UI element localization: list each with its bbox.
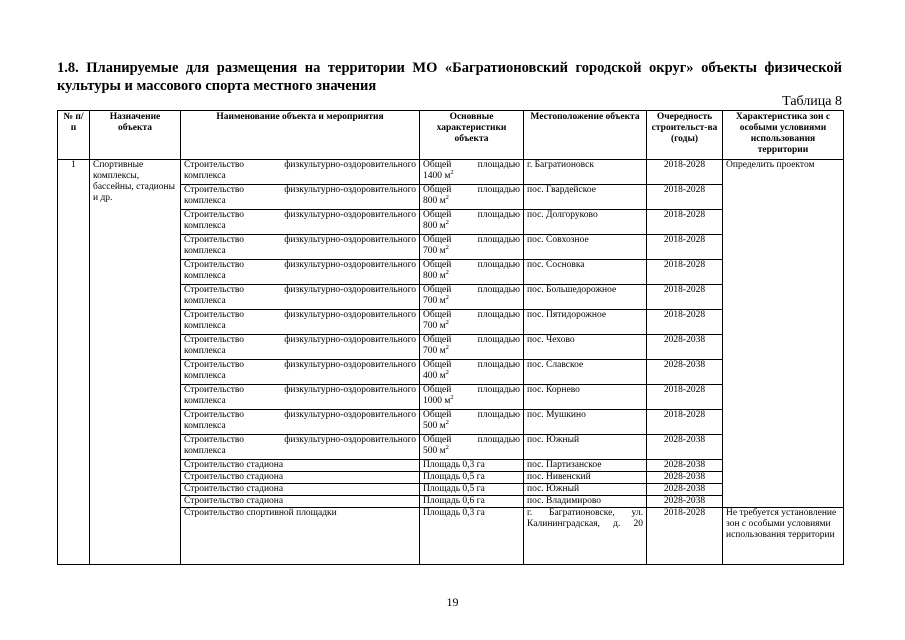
object-characteristics — [420, 310, 524, 335]
object-name: Строительство физкультурно-оздоровительного комплекса — [181, 235, 420, 260]
object-name: Строительство физкультурно-оздоровительного комплекса — [181, 360, 420, 385]
area-word2: площадью — [477, 260, 520, 270]
construction-years: 2028-2038 — [647, 360, 723, 385]
col-header-zones: Характеристика зон с особыми условиями использования территории — [723, 111, 844, 160]
object-name: Строительство физкультурно-оздоровительного комплекса — [181, 285, 420, 310]
area-label — [423, 260, 520, 271]
area-label — [423, 410, 520, 421]
object-characteristics — [420, 435, 524, 460]
table-row — [58, 160, 844, 185]
object-location: пос. Сосновка — [524, 260, 647, 285]
area-value — [423, 343, 520, 357]
area-word: Общей — [423, 285, 452, 295]
object-name: Строительство физкультурно-оздоровительного комплекса — [181, 185, 420, 210]
object-name: Строительство стадиона — [181, 484, 420, 496]
area-unit: $м^2$ — [437, 293, 449, 306]
page-number: 19 — [446, 595, 459, 609]
construction-years: 2018-2028 — [647, 285, 723, 310]
area-unit: $м^2$ — [437, 443, 449, 456]
section-heading: 1.8. Планируемые для размещения на территории МО «Багратионовский городской округ» объекты физической культуры и массового спорта местного значения — [57, 60, 842, 94]
object-characteristics — [420, 285, 524, 310]
table-label: Таблица 8 — [782, 94, 842, 109]
area-value — [423, 218, 520, 232]
area-label — [423, 385, 520, 396]
area-label — [423, 310, 520, 321]
area-word: Общей — [423, 235, 452, 245]
area-unit: $м^2$ — [437, 243, 449, 256]
area-unit: $м^2$ — [437, 268, 449, 281]
object-location: пос. Мушкино — [524, 410, 647, 435]
construction-years: 2028-2038 — [647, 496, 723, 508]
area-word: Общей — [423, 435, 452, 445]
area-label — [423, 210, 520, 221]
object-characteristics: Площадь 0,5 га — [420, 484, 524, 496]
area-number: 700 — [423, 321, 438, 331]
area-value — [423, 368, 520, 382]
table-body — [58, 160, 844, 565]
area-word2: площадью — [477, 360, 520, 370]
object-location: пос. Нивенский — [524, 472, 647, 484]
area-number: 800 — [423, 271, 438, 281]
object-location: пос. Долгоруково — [524, 210, 647, 235]
object-location: пос. Славское — [524, 360, 647, 385]
area-number: 400 — [423, 371, 438, 381]
area-unit: $м^2$ — [437, 193, 449, 206]
area-label — [423, 160, 520, 171]
area-word2: площадью — [477, 185, 520, 195]
object-characteristics — [420, 335, 524, 360]
area-unit: $м^2$ — [437, 418, 449, 431]
area-word2: площадью — [477, 385, 520, 395]
col-header-location: Местоположение объекта — [524, 111, 647, 160]
object-purpose: Спортивные комплексы, бассейны, стадионы и др. — [90, 160, 181, 565]
construction-years: 2018-2028 — [647, 235, 723, 260]
area-label — [423, 185, 520, 196]
area-value — [423, 393, 520, 407]
construction-years: 2028-2038 — [647, 335, 723, 360]
object-location: г. Багратионовске, ул. Калининградская, д. 20 — [524, 508, 647, 565]
construction-years: 2018-2028 — [647, 260, 723, 285]
object-name: Строительство физкультурно-оздоровительного комплекса — [181, 410, 420, 435]
area-label — [423, 360, 520, 371]
area-word2: площадью — [477, 160, 520, 170]
area-number: 800 — [423, 221, 438, 231]
construction-years: 2028-2038 — [647, 435, 723, 460]
object-characteristics — [420, 260, 524, 285]
object-characteristics — [420, 235, 524, 260]
object-name: Строительство стадиона — [181, 460, 420, 472]
col-header-name: Наименование объекта и мероприятия — [181, 111, 420, 160]
area-number: 1000 — [423, 396, 442, 406]
col-header-years: Очередность строительст-ва (годы) — [647, 111, 723, 160]
area-value — [423, 168, 520, 182]
area-number: 500 — [423, 421, 438, 431]
object-characteristics — [420, 385, 524, 410]
object-location: пос. Корнево — [524, 385, 647, 410]
object-characteristics: Площадь 0,6 га — [420, 496, 524, 508]
object-name: Строительство физкультурно-оздоровительного комплекса — [181, 160, 420, 185]
area-label — [423, 235, 520, 246]
area-value — [423, 268, 520, 282]
area-unit: $м^2$ — [437, 218, 449, 231]
area-word2: площадью — [477, 435, 520, 445]
col-header-purpose: Назначение объекта — [90, 111, 181, 160]
area-word2: площадью — [477, 210, 520, 220]
sports-objects-table — [57, 110, 844, 565]
area-label — [423, 435, 520, 446]
area-unit: $м^2$ — [437, 343, 449, 356]
object-location: пос. Южный — [524, 484, 647, 496]
construction-years: 2018-2028 — [647, 310, 723, 335]
area-value — [423, 193, 520, 207]
object-location: пос. Большедорожное — [524, 285, 647, 310]
area-value — [423, 418, 520, 432]
area-word: Общей — [423, 335, 452, 345]
area-word: Общей — [423, 410, 452, 420]
object-characteristics — [420, 160, 524, 185]
object-characteristics: Площадь 0,3 га — [420, 460, 524, 472]
area-word2: площадью — [477, 310, 520, 320]
area-value — [423, 293, 520, 307]
object-location: пос. Пятидорожное — [524, 310, 647, 335]
construction-years: 2018-2028 — [647, 410, 723, 435]
area-word: Общей — [423, 185, 452, 195]
object-characteristics — [420, 185, 524, 210]
area-unit: $м^2$ — [442, 168, 454, 181]
area-number: 700 — [423, 296, 438, 306]
area-unit: $м^2$ — [437, 368, 449, 381]
area-label — [423, 285, 520, 296]
col-header-characteristics: Основные характеристики объекта — [420, 111, 524, 160]
construction-years: 2028-2038 — [647, 484, 723, 496]
area-unit: $м^2$ — [442, 393, 454, 406]
object-characteristics — [420, 410, 524, 435]
area-value — [423, 443, 520, 457]
area-word2: площадью — [477, 235, 520, 245]
object-name: Строительство физкультурно-оздоровительного комплекса — [181, 260, 420, 285]
area-word: Общей — [423, 160, 452, 170]
object-location: пос. Чехово — [524, 335, 647, 360]
area-label — [423, 335, 520, 346]
area-word: Общей — [423, 310, 452, 320]
area-word2: площадью — [477, 335, 520, 345]
construction-years: 2018-2028 — [647, 160, 723, 185]
object-name: Строительство физкультурно-оздоровительного комплекса — [181, 210, 420, 235]
object-characteristics: Площадь 0,3 га — [420, 508, 524, 565]
area-unit: $м^2$ — [437, 318, 449, 331]
object-location: г. Багратионовск — [524, 160, 647, 185]
table-header-row — [58, 111, 844, 160]
col-header-num: № п/п — [58, 111, 90, 160]
construction-years: 2018-2028 — [647, 508, 723, 565]
object-location: пос. Совхозное — [524, 235, 647, 260]
object-location: пос. Гвардейское — [524, 185, 647, 210]
construction-years: 2028-2038 — [647, 472, 723, 484]
area-number: 700 — [423, 246, 438, 256]
area-value — [423, 243, 520, 257]
object-characteristics — [420, 360, 524, 385]
object-name: Строительство стадиона — [181, 496, 420, 508]
area-word: Общей — [423, 385, 452, 395]
object-name: Строительство физкультурно-оздоровительного комплекса — [181, 435, 420, 460]
construction-years: 2018-2028 — [647, 185, 723, 210]
area-number: 500 — [423, 446, 438, 456]
area-word2: площадью — [477, 410, 520, 420]
area-word: Общей — [423, 210, 452, 220]
construction-years: 2028-2038 — [647, 460, 723, 472]
object-location: пос. Партизанское — [524, 460, 647, 472]
row-number: 1 — [58, 160, 90, 565]
area-word2: площадью — [477, 285, 520, 295]
object-name: Строительство физкультурно-оздоровительного комплекса — [181, 310, 420, 335]
area-number: 800 — [423, 196, 438, 206]
object-characteristics — [420, 210, 524, 235]
object-name: Строительство физкультурно-оздоровительного комплекса — [181, 385, 420, 410]
construction-years: 2018-2028 — [647, 210, 723, 235]
object-name: Строительство стадиона — [181, 472, 420, 484]
object-name: Строительство спортивной площадки — [181, 508, 420, 565]
object-location: пос. Южный — [524, 435, 647, 460]
area-word: Общей — [423, 260, 452, 270]
zone-characteristics: Не требуется установление зон с особыми условиями использования территории — [723, 508, 844, 565]
area-number: 1400 — [423, 171, 442, 181]
construction-years: 2018-2028 — [647, 385, 723, 410]
area-word: Общей — [423, 360, 452, 370]
area-number: 700 — [423, 346, 438, 356]
object-name: Строительство физкультурно-оздоровительного комплекса — [181, 335, 420, 360]
object-location: пос. Владимирово — [524, 496, 647, 508]
zone-characteristics: Определить проектом — [723, 160, 844, 508]
area-value — [423, 318, 520, 332]
object-characteristics: Площадь 0,5 га — [420, 472, 524, 484]
